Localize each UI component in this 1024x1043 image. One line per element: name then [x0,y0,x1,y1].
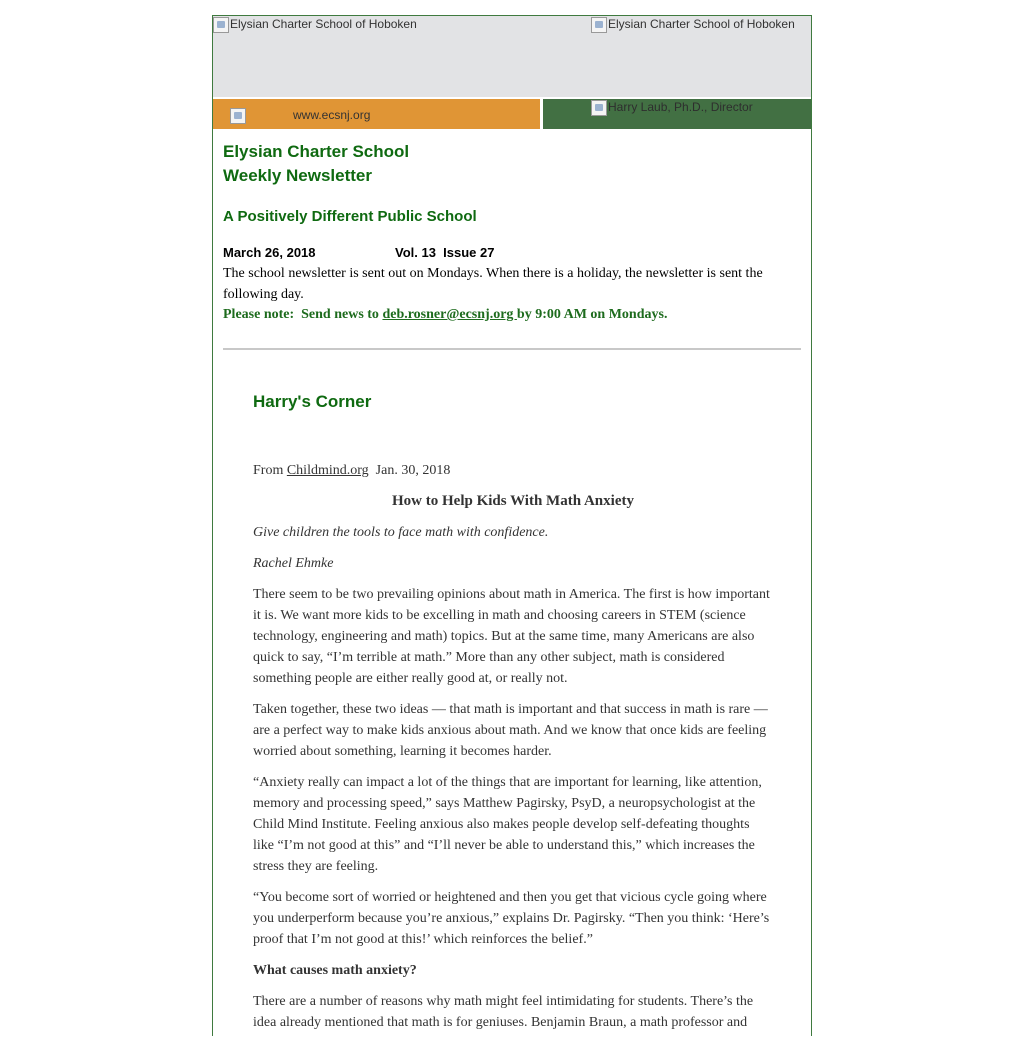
article-subtitle: Give children the tools to face math with confidence. [253,525,549,540]
tagline: A Positively Different Public School [223,208,477,225]
article-source: From Childmind.org Jan. 30, 2018 [253,463,451,478]
broken-image-icon [230,108,246,124]
source-link[interactable]: Childmind.org [286,463,369,478]
divider [223,348,801,350]
article [253,460,773,1043]
issue-volume: Vol. 13 Issue 27 [395,245,495,260]
submission-note: Please note: Send news to deb.rosner@ecsnj.org by 9:00 AM on Mondays. [223,307,668,322]
article-paragraph: “Anxiety really can impact a lot of the things that are important for learning, like attention, memory and processing speed,” says Matthew Pagirsky, PsyD, a neuropsychologist at the Child Mind Institute. Feeling anxious also makes people develop self-defeating thoughts like “I’m not good at this” and “I’ll never be able to understand this,” which increases the stress they are feeling. [253,775,762,874]
issue-date: March 26, 2018 [223,245,316,260]
header-banner [213,16,811,97]
website-link[interactable]: www.ecsnj.org [293,108,371,122]
article-paragraph: There seem to be two prevailing opinions about math in America. The first is how important it is. We want more kids to be excelling in math and choosing careers in STEM (science technology, engineering and math) topics. But at the same time, many Americans are also quick to say, “I’m terrible at math.” More than any other subject, math is considered something people are either really good at, or really not. [253,587,770,686]
broken-image-icon [591,100,607,116]
school-logo-left: Elysian Charter School of Hoboken [213,17,417,33]
article-paragraph: There are a number of reasons why math might feel intimidating for students. There’s the idea already mentioned that math is for geniuses. Benjamin Braun, a math professor and [253,994,754,1030]
section-heading: Harry's Corner [253,392,372,411]
newsletter-container [212,15,812,1036]
broken-image-icon [591,17,607,33]
website-band[interactable] [213,99,540,129]
school-logo-right: Elysian Charter School of Hoboken [591,17,795,33]
article-subheading: What causes math anxiety? [253,963,417,978]
article-paragraph: Taken together, these two ideas — that math is important and that success in math is rare — are a perfect way to make kids anxious about math. And we know that once kids are feeling worried about something, learning it becomes harder. [253,702,768,759]
article-author: Rachel Ehmke [253,556,334,571]
issue-line [223,245,494,260]
article-title: How to Help Kids With Math Anxiety [392,493,634,509]
broken-image-icon [213,17,229,33]
newsletter-title: Elysian Charter School Weekly Newsletter [223,142,410,185]
intro-text: The school newsletter is sent out on Mondays. When there is a holiday, the newsletter is sent the following day. [223,266,763,302]
article-paragraph: “You become sort of worried or heightened and then you get that vicious cycle going where you underperform because you’re anxious,” explains Dr. Pagirsky. “Then you think: ‘Here’s proof that I’m not good at this!’ which reinforces the belief.” [253,890,770,947]
email-link[interactable]: deb.rosner@ecsnj.org [382,307,517,322]
director-image: Harry Laub, Ph.D., Director [591,100,753,116]
director-band [543,99,811,129]
